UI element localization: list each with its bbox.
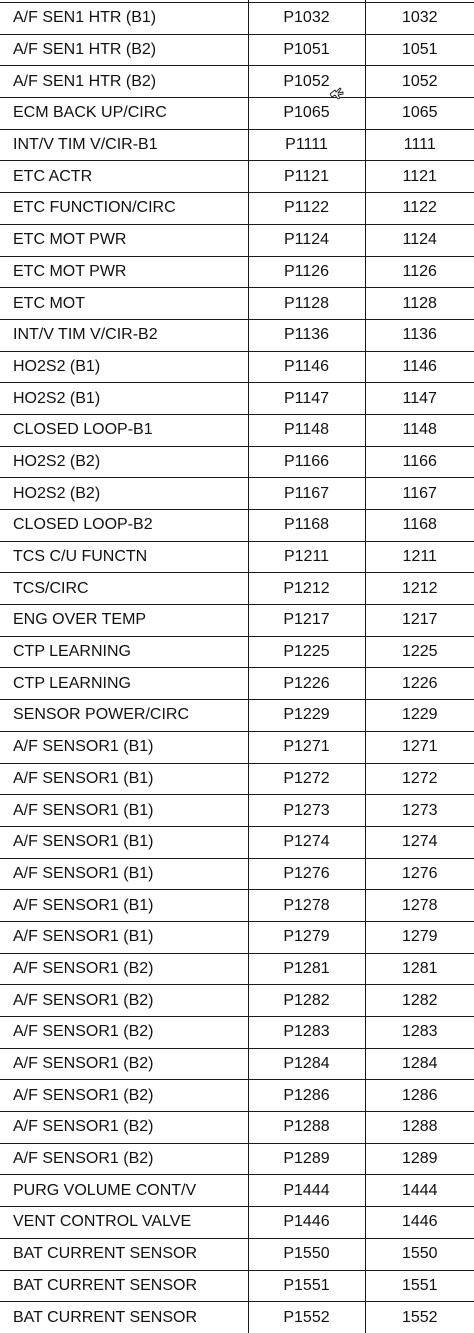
table-row xyxy=(0,351,474,383)
diagnostic-item-cell: A/F SENSOR1 (B2) xyxy=(0,1017,248,1049)
table-row xyxy=(0,1238,474,1270)
table-row xyxy=(0,541,474,573)
table-row xyxy=(0,1302,474,1333)
diagnostic-item-cell: HO2S2 (B2) xyxy=(0,446,248,478)
code-number-cell: 1551 xyxy=(365,1270,474,1302)
diagnostic-item-cell: ETC MOT xyxy=(0,288,248,320)
code-number-cell: 1168 xyxy=(365,510,474,542)
dtc-cell: P1225 xyxy=(248,636,365,668)
diagnostic-item-cell: A/F SENSOR1 (B2) xyxy=(0,1080,248,1112)
code-number-cell: 1111 xyxy=(365,129,474,161)
code-number-cell: 1272 xyxy=(365,763,474,795)
dtc-cell: P1278 xyxy=(248,890,365,922)
diagnostic-item-cell: INT/V TIM V/CIR-B1 xyxy=(0,129,248,161)
code-number-cell: 1276 xyxy=(365,858,474,890)
dtc-cell: P1122 xyxy=(248,193,365,225)
dtc-cell: P1274 xyxy=(248,826,365,858)
table-row xyxy=(0,763,474,795)
table-row xyxy=(0,985,474,1017)
diagnostic-item-cell: ETC MOT PWR xyxy=(0,256,248,288)
dtc-cell: P1446 xyxy=(248,1207,365,1239)
diagnostic-item-cell: PURG VOLUME CONT/V xyxy=(0,1175,248,1207)
dtc-cell: P1444 xyxy=(248,1175,365,1207)
table-row xyxy=(0,383,474,415)
code-number-cell: 1225 xyxy=(365,636,474,668)
code-number-cell: 1288 xyxy=(365,1112,474,1144)
table-row xyxy=(0,34,474,66)
dtc-cell: P1111 xyxy=(248,129,365,161)
table-row xyxy=(0,129,474,161)
table-row xyxy=(0,921,474,953)
dtc-cell: P1276 xyxy=(248,858,365,890)
code-number-cell: 1286 xyxy=(365,1080,474,1112)
table-row xyxy=(0,66,474,98)
table-row xyxy=(0,446,474,478)
dtc-cell: P1032 xyxy=(248,3,365,35)
diagnostic-item-cell: A/F SENSOR1 (B2) xyxy=(0,1048,248,1080)
code-number-cell: 1279 xyxy=(365,921,474,953)
code-number-cell: 1446 xyxy=(365,1207,474,1239)
diagnostic-item-cell: A/F SENSOR1 (B1) xyxy=(0,795,248,827)
diagnostic-item-cell: A/F SENSOR1 (B1) xyxy=(0,858,248,890)
diagnostic-item-cell: HO2S2 (B1) xyxy=(0,383,248,415)
dtc-cell: P1279 xyxy=(248,921,365,953)
diagnostic-item-cell: ECM BACK UP/CIRC xyxy=(0,98,248,130)
code-number-cell: 1212 xyxy=(365,573,474,605)
diagnostic-item-cell: A/F SEN1 HTR (B2) xyxy=(0,66,248,98)
dtc-cell: P1126 xyxy=(248,256,365,288)
code-number-cell: 1278 xyxy=(365,890,474,922)
dtc-cell: P1136 xyxy=(248,319,365,351)
dtc-cell: P1281 xyxy=(248,953,365,985)
dtc-cell: P1226 xyxy=(248,668,365,700)
code-number-cell: 1273 xyxy=(365,795,474,827)
diagnostic-item-cell: CTP LEARNING xyxy=(0,636,248,668)
table-row xyxy=(0,3,474,35)
diagnostic-item-cell: BAT CURRENT SENSOR xyxy=(0,1270,248,1302)
dtc-cell: P1052 xyxy=(248,66,365,98)
code-number-cell: 1146 xyxy=(365,351,474,383)
table-row xyxy=(0,478,474,510)
dtc-cell: P1284 xyxy=(248,1048,365,1080)
code-number-cell: 1124 xyxy=(365,224,474,256)
table-row xyxy=(0,731,474,763)
table-row xyxy=(0,1080,474,1112)
diagnostic-item-cell: A/F SENSOR1 (B1) xyxy=(0,763,248,795)
diagnostic-item-cell: A/F SEN1 HTR (B2) xyxy=(0,34,248,66)
code-number-cell: 1284 xyxy=(365,1048,474,1080)
diagnostic-item-cell: ENG OVER TEMP xyxy=(0,605,248,637)
dtc-cell: P1272 xyxy=(248,763,365,795)
diagnostic-item-cell: A/F SENSOR1 (B1) xyxy=(0,890,248,922)
code-number-cell: 1122 xyxy=(365,193,474,225)
diagnostic-item-cell: TCS C/U FUNCTN xyxy=(0,541,248,573)
diagnostic-item-cell: A/F SENSOR1 (B2) xyxy=(0,953,248,985)
table-row xyxy=(0,288,474,320)
dtc-cell: P1217 xyxy=(248,605,365,637)
code-number-cell: 1211 xyxy=(365,541,474,573)
code-number-cell: 1444 xyxy=(365,1175,474,1207)
table-row xyxy=(0,1048,474,1080)
dtc-cell: P1167 xyxy=(248,478,365,510)
table-row xyxy=(0,256,474,288)
diagnostic-item-cell: CLOSED LOOP-B1 xyxy=(0,414,248,446)
table-row xyxy=(0,858,474,890)
diagnostic-item-cell: VENT CONTROL VALVE xyxy=(0,1207,248,1239)
table-row xyxy=(0,98,474,130)
diagnostic-item-cell: CLOSED LOOP-B2 xyxy=(0,510,248,542)
diagnostic-item-cell: A/F SENSOR1 (B1) xyxy=(0,921,248,953)
dtc-cell: P1552 xyxy=(248,1302,365,1333)
dtc-cell: P1211 xyxy=(248,541,365,573)
dtc-cell: P1551 xyxy=(248,1270,365,1302)
table-row xyxy=(0,224,474,256)
code-number-cell: 1283 xyxy=(365,1017,474,1049)
code-number-cell: 1550 xyxy=(365,1238,474,1270)
table-row xyxy=(0,414,474,446)
diagnostic-item-cell: ETC FUNCTION/CIRC xyxy=(0,193,248,225)
table-row xyxy=(0,1270,474,1302)
diagnostic-item-cell: ETC MOT PWR xyxy=(0,224,248,256)
diagnostic-item-cell: SENSOR POWER/CIRC xyxy=(0,700,248,732)
dtc-cell: P1121 xyxy=(248,161,365,193)
dtc-cell: P1148 xyxy=(248,414,365,446)
diagnostic-item-cell: A/F SENSOR1 (B1) xyxy=(0,826,248,858)
dtc-cell: P1128 xyxy=(248,288,365,320)
diagnostic-item-cell: HO2S2 (B1) xyxy=(0,351,248,383)
dtc-cell: P1273 xyxy=(248,795,365,827)
dtc-cell: P1286 xyxy=(248,1080,365,1112)
table-row xyxy=(0,1143,474,1175)
dtc-cell: P1065 xyxy=(248,98,365,130)
diagnostic-item-cell: TCS/CIRC xyxy=(0,573,248,605)
dtc-cell: P1288 xyxy=(248,1112,365,1144)
diagnostic-item-cell: A/F SENSOR1 (B2) xyxy=(0,985,248,1017)
table-row xyxy=(0,1175,474,1207)
dtc-cell: P1168 xyxy=(248,510,365,542)
code-number-cell: 1032 xyxy=(365,3,474,35)
code-number-cell: 1065 xyxy=(365,98,474,130)
hand-pointer-icon xyxy=(329,86,345,100)
diagnostic-item-cell: INT/V TIM V/CIR-B2 xyxy=(0,319,248,351)
diagnostic-item-cell: A/F SENSOR1 (B2) xyxy=(0,1112,248,1144)
code-number-cell: 1217 xyxy=(365,605,474,637)
table-row xyxy=(0,573,474,605)
code-number-cell: 1052 xyxy=(365,66,474,98)
code-number-cell: 1289 xyxy=(365,1143,474,1175)
table-row xyxy=(0,1017,474,1049)
table-row xyxy=(0,1207,474,1239)
code-number-cell: 1136 xyxy=(365,319,474,351)
diagnostic-item-cell: A/F SEN1 HTR (B1) xyxy=(0,3,248,35)
table-row xyxy=(0,510,474,542)
code-number-cell: 1147 xyxy=(365,383,474,415)
code-number-cell: 1552 xyxy=(365,1302,474,1333)
diagnostic-item-cell: A/F SENSOR1 (B1) xyxy=(0,731,248,763)
table-row xyxy=(0,1112,474,1144)
dtc-cell: P1147 xyxy=(248,383,365,415)
dtc-cell: P1124 xyxy=(248,224,365,256)
table-row xyxy=(0,890,474,922)
code-number-cell: 1282 xyxy=(365,985,474,1017)
code-number-cell: 1271 xyxy=(365,731,474,763)
diagnostic-item-cell: HO2S2 (B2) xyxy=(0,478,248,510)
dtc-cell: P1146 xyxy=(248,351,365,383)
table-row xyxy=(0,700,474,732)
table-row xyxy=(0,605,474,637)
table-row xyxy=(0,668,474,700)
code-number-cell: 1126 xyxy=(365,256,474,288)
dtc-cell: P1289 xyxy=(248,1143,365,1175)
code-number-cell: 1051 xyxy=(365,34,474,66)
dtc-cell: P1166 xyxy=(248,446,365,478)
table-row xyxy=(0,826,474,858)
dtc-cell: P1212 xyxy=(248,573,365,605)
code-number-cell: 1121 xyxy=(365,161,474,193)
code-number-cell: 1166 xyxy=(365,446,474,478)
code-number-cell: 1229 xyxy=(365,700,474,732)
code-number-cell: 1167 xyxy=(365,478,474,510)
table-row xyxy=(0,161,474,193)
table-row xyxy=(0,953,474,985)
code-number-cell: 1148 xyxy=(365,414,474,446)
code-number-cell: 1274 xyxy=(365,826,474,858)
diagnostic-item-cell: CTP LEARNING xyxy=(0,668,248,700)
diagnostic-item-cell: A/F SENSOR1 (B2) xyxy=(0,1143,248,1175)
table-row xyxy=(0,795,474,827)
code-number-cell: 1128 xyxy=(365,288,474,320)
dtc-cell: P1282 xyxy=(248,985,365,1017)
diagnostic-item-cell: BAT CURRENT SENSOR xyxy=(13,1308,198,1326)
dtc-cell: P1271 xyxy=(248,731,365,763)
diagnostic-item-cell: ETC ACTR xyxy=(0,161,248,193)
code-number-cell: 1226 xyxy=(365,668,474,700)
dtc-cell: P1051 xyxy=(248,34,365,66)
dtc-cell: P1283 xyxy=(248,1017,365,1049)
table-row xyxy=(0,193,474,225)
code-number-cell: 1281 xyxy=(365,953,474,985)
table-row xyxy=(0,636,474,668)
dtc-cell: P1550 xyxy=(248,1238,365,1270)
table-row xyxy=(0,319,474,351)
diagnostic-item-cell: BAT CURRENT SENSOR xyxy=(0,1238,248,1270)
dtc-cell: P1229 xyxy=(248,700,365,732)
